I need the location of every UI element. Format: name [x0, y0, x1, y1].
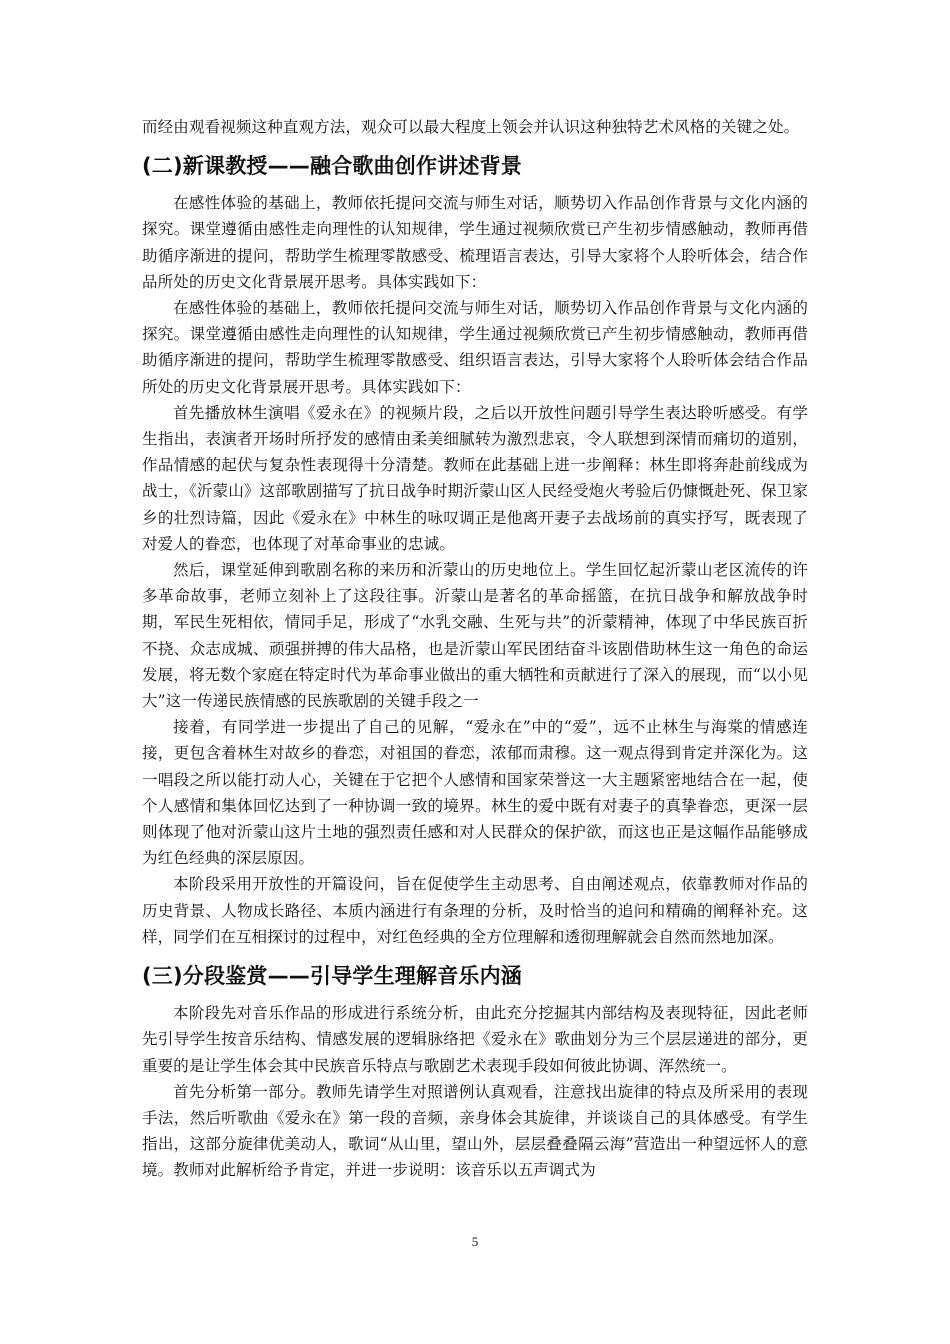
section-3-paragraph: 本阶段先对音乐作品的形成进行系统分析，由此充分挖掘其内部结构及表现特征，因此老师先引导学生按音乐结构、情感发展的逻辑脉络把《爱永在》歌曲划分为三个层层递进的部分，更重要的是让学生体会其中民族音乐特点与歌剧艺术表现手段如何彼此协调、浑然统一。: [142, 1004, 808, 1075]
section-3-heading: (三)分段鉴赏——引导学生理解音乐内涵: [142, 964, 522, 989]
section-2-heading: (二)新课教授——融合歌曲创作讲述背景: [142, 154, 522, 179]
intro-paragraph: 而经由观看视频这种直观方法，观众可以最大程度上领会并认识这种独特艺术风格的关键之处。: [142, 118, 800, 136]
section-2-paragraph: 本阶段采用开放性的开篇设问，旨在促使学生主动思考、自由阐述观点，依靠教师对作品的历史背景、人物成长路径、本质内涵进行有条理的分析，及时恰当的追问和精确的阐释补充。这样，同学们在互相探讨的过程中，对红色经典的全方位理解和透彻理解就会自然而然地加深。: [142, 875, 808, 946]
section-2-paragraph: 在感性体验的基础上，教师依托提问交流与师生对话，顺势切入作品创作背景与文化内涵的探究。课堂遵循由感性走向理性的认知规律，学生通过视频欣赏已产生初步情感触动，教师再借助循序渐进的提问，帮助学生梳理零散感受、梳理语言表达，引导大家将个人聆听体会，结合作品所处的历史文化背景展开思考。具体实践如下：: [142, 194, 808, 291]
section-2-paragraph: 首先播放林生演唱《爱永在》的视频片段，之后以开放性问题引导学生表达聆听感受。有学生指出，表演者开场时所抒发的感情由柔美细腻转为激烈悲哀，令人联想到深情而痛切的道别，作品情感的起伏与复杂性表现得十分清楚。教师在此基础上进一步阐释：林生即将奔赴前线成为战士，《沂蒙山》这部歌剧描写了抗日战争时期沂蒙山区人民经受炮火考验后仍慷慨赴死、保卫家乡的壮烈诗篇，因此《爱永在》中林生的咏叹调正是他离开妻子去战场前的真实抒写，既表现了对爱人的眷恋，也体现了对革命事业的忠诚。: [142, 403, 808, 553]
section-2-paragraph: 然后，课堂延伸到歌剧名称的来历和沂蒙山的历史地位上。学生回忆起沂蒙山老区流传的许多革命故事，老师立刻补上了这段往事。沂蒙山是著名的革命摇篮，在抗日战争和解放战争时期，军民生死相依，情同手足，形成了“水乳交融、生死与共”的沂蒙精神，体现了中华民族百折不挠、众志成城、顽强拼搏的伟大品格，也是沂蒙山军民团结奋斗该剧借助林生这一角色的命运发展，将无数个家庭在特定时代为革命事业做出的重大牺牲和贡献进行了深入的展现，而“以小见大”这一传递民族情感的民族歌剧的关键手段之一: [142, 561, 808, 711]
section-2-paragraph: 在感性体验的基础上，教师依托提问交流与师生对话，顺势切入作品创作背景与文化内涵的探究。课堂遵循由感性走向理性的认知规律，学生通过视频欣赏已产生初步情感触动，教师再借助循序渐进的提问，帮助学生梳理零散感受、组织语言表达，引导大家将个人聆听体会结合作品所处的历史文化背景展开思考。具体实践如下：: [142, 299, 808, 396]
section-3-paragraph: 首先分析第一部分。教师先请学生对照谱例认真观看，注意找出旋律的特点及所采用的表现手法，然后听歌曲《爱永在》第一段的音频，亲身体会其旋律，并谈谈自己的具体感受。有学生指出，这部分旋律优美动人，歌词“从山里，望山外，层层叠叠隔云海”营造出一种望远怀人的意境。教师对此解析给予肯定，并进一步说明：该音乐以五声调式为: [142, 1082, 808, 1180]
page-number: 5: [471, 1234, 479, 1249]
page-content: [142, 114, 808, 1184]
section-2-paragraph: 接着，有同学进一步提出了自己的见解，“爱永在”中的“爱”，远不止林生与海棠的情感连接，更包含着林生对故乡的眷恋，对祖国的眷恋，浓郁而肃穆。这一观点得到肯定并深化为。这一唱段之所以能打动人心，关键在于它把个人感情和国家荣誉这一大主题紧密地结合在一起，使个人感情和集体回忆达到了一种协调一致的境界。林生的爱中既有对妻子的真挚眷恋，更深一层则体现了他对沂蒙山这片土地的强烈责任感和对人民群众的保护欲，而这也正是这幅作品能够成为红色经典的深层原因。: [142, 718, 808, 868]
